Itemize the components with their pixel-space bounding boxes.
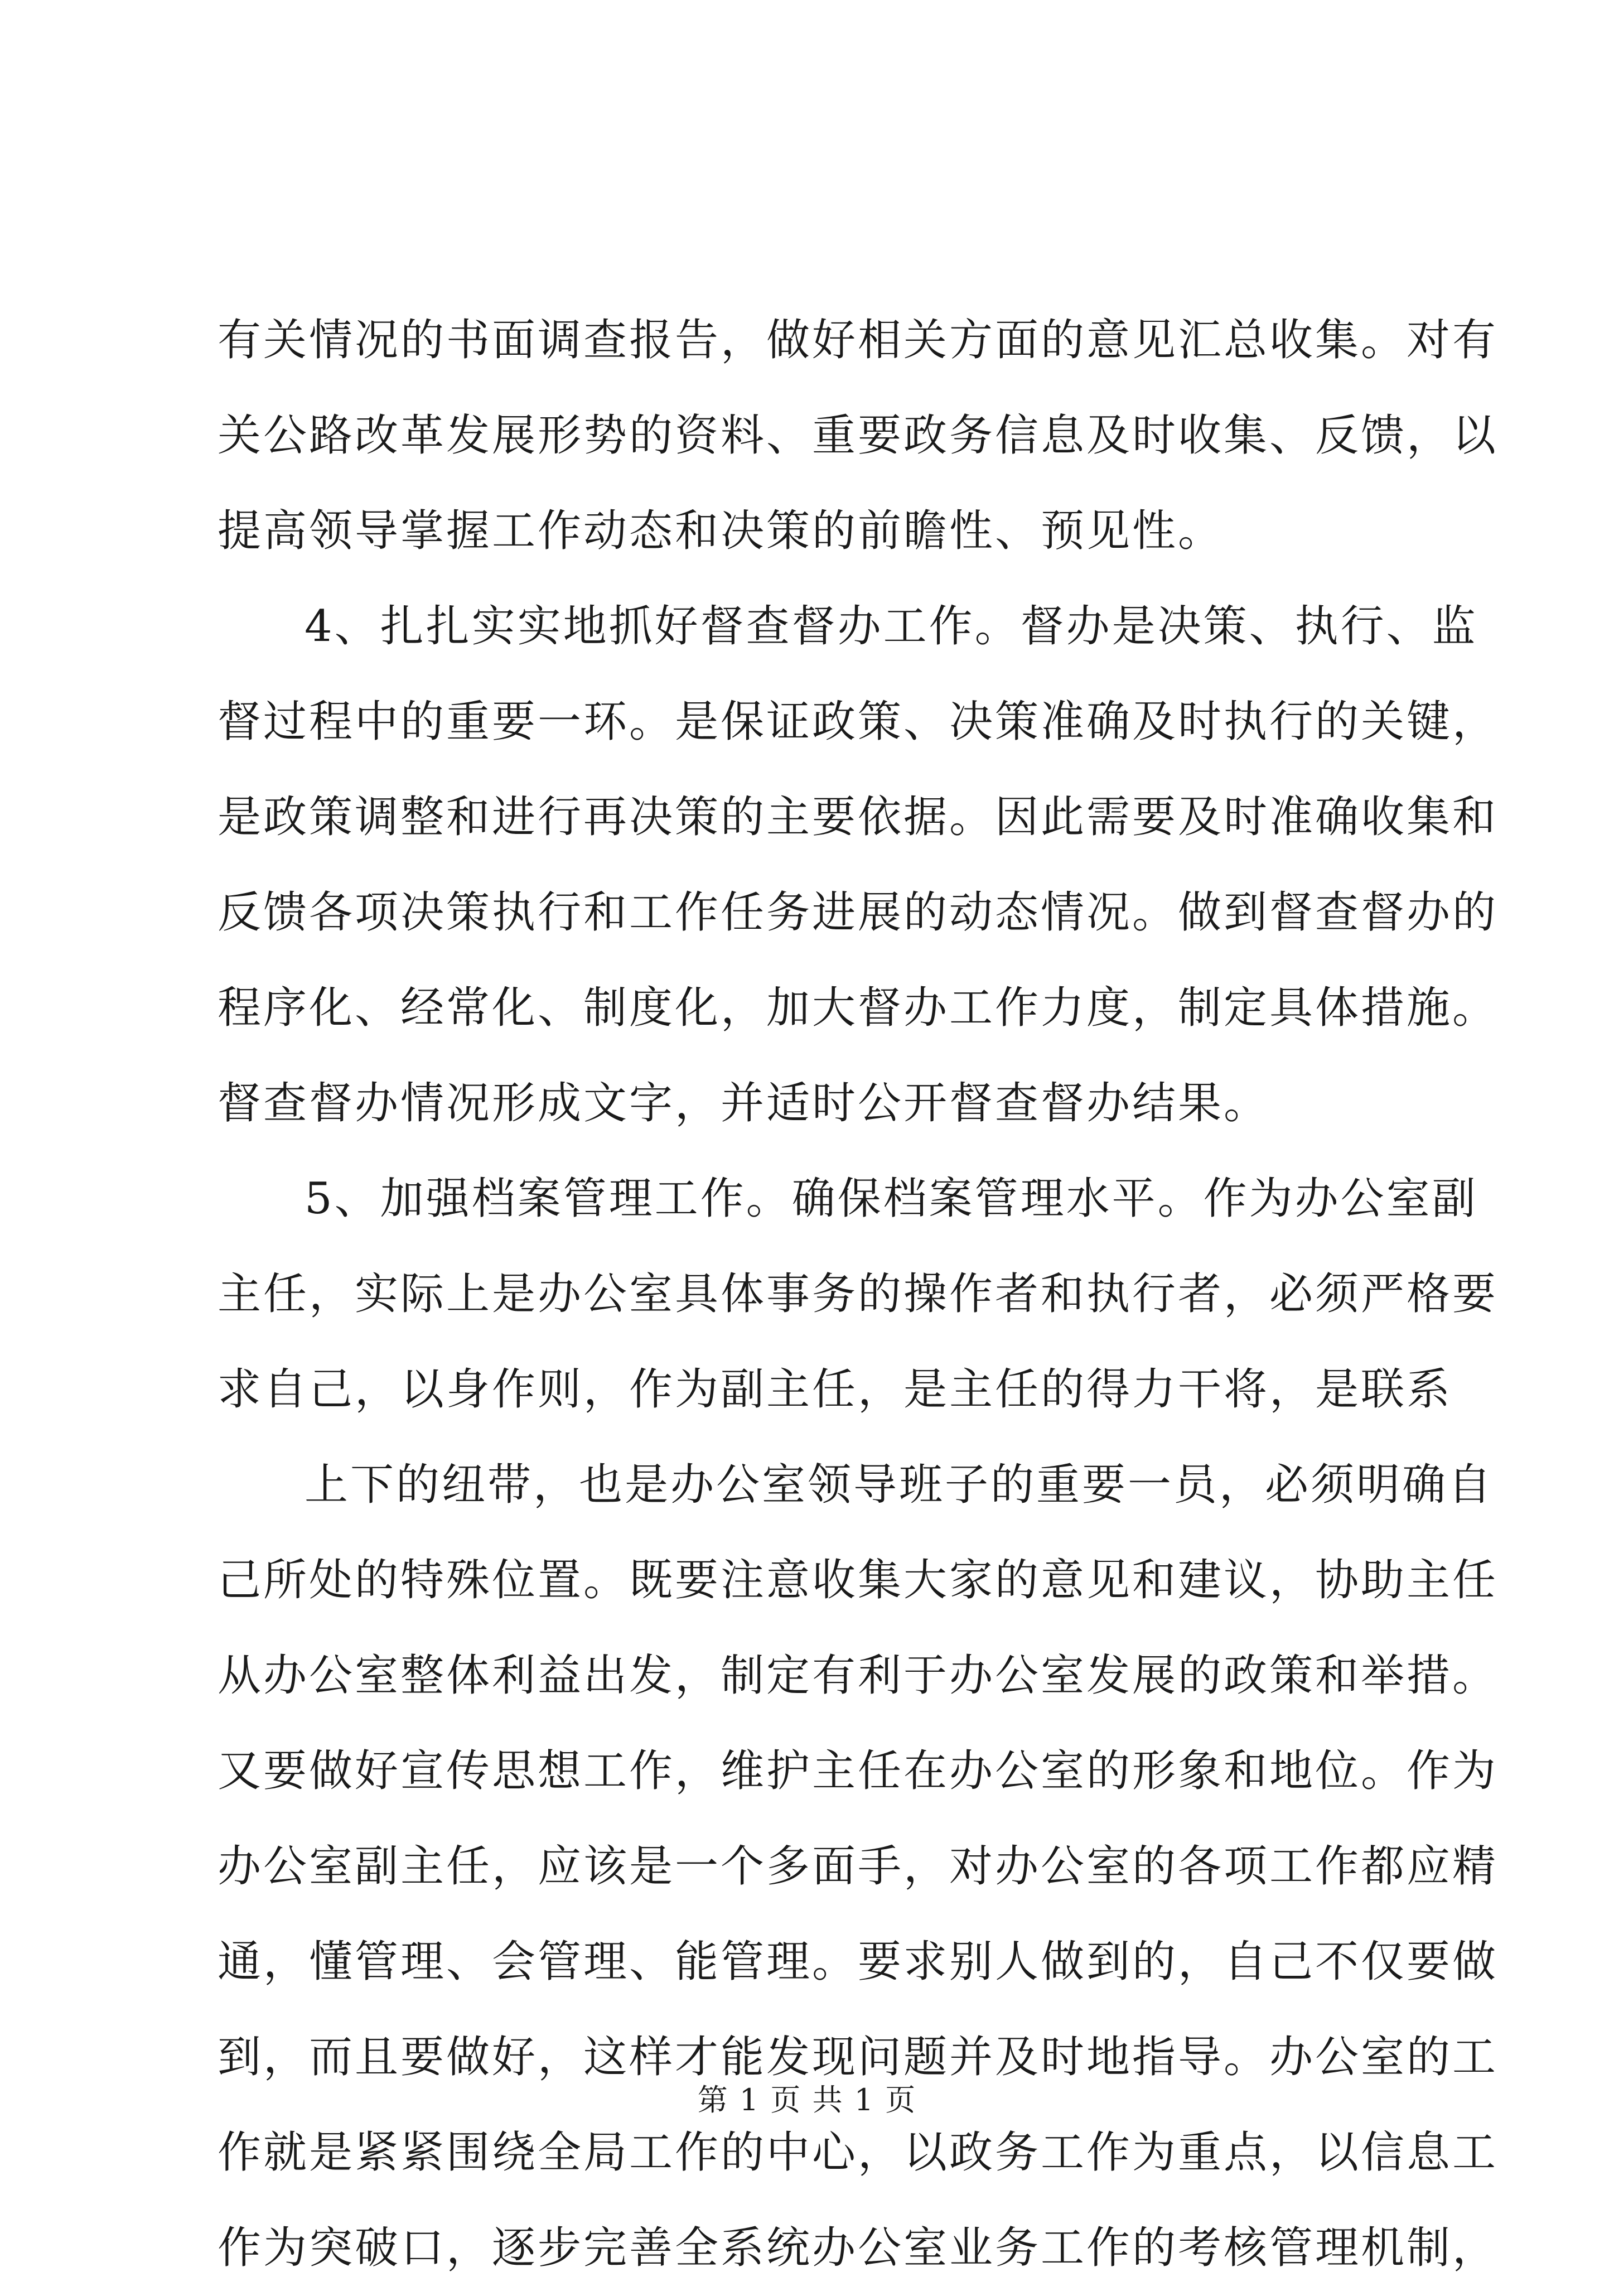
text-line: 督过程中的重要一环。是保证政策、决策准确及时执行的关键， (218, 697, 1499, 747)
text-line: 办公室副主任，应该是一个多面手，对办公室的各项工作都应精 (218, 1841, 1499, 1892)
text-line: 到，而且要做好，这样才能发现问题并及时地指导。办公室的工 (218, 2032, 1499, 2082)
text-line: 关公路改革发展形势的资料、重要政务信息及时收集、反馈，以 (218, 411, 1499, 461)
text-line: 作为突破口，逐步完善全系统办公室业务工作的考核管理机制， (218, 2223, 1499, 2273)
text-line: 己所处的特殊位置。既要注意收集大家的意见和建议，协助主任 (218, 1555, 1499, 1605)
paragraph-start-line: 4、扎扎实实地抓好督查督办工作。督办是决策、执行、监 (305, 601, 1478, 652)
text-line: 通，懂管理、会管理、能管理。要求别人做到的，自己不仅要做 (218, 1937, 1499, 1987)
paragraph-start-line: 上下的纽带，也是办公室领导班子的重要一员，必须明确自 (305, 1460, 1494, 1510)
text-line: 主任，实际上是办公室具体事务的操作者和执行者，必须严格要 (218, 1269, 1499, 1319)
text-line: 又要做好宣传思想工作，维护主任在办公室的形象和地位。作为 (218, 1746, 1499, 1796)
text-line: 程序化、经常化、制度化，加大督办工作力度，制定具体措施。 (218, 983, 1499, 1033)
paragraph-start-line: 5、加强档案管理工作。确保档案管理水平。作为办公室副 (305, 1174, 1478, 1224)
page-footer (0, 2081, 1614, 2120)
text-line: 提高领导掌握工作动态和决策的前瞻性、预见性。 (218, 506, 1224, 556)
text-line: 有关情况的书面调查报告，做好相关方面的意见汇总收集。对有 (218, 315, 1499, 365)
body-text (218, 293, 1499, 2296)
page-number-label: 第 1 页 共 1 页 (697, 2082, 917, 2117)
text-line: 求自己，以身作则，作为副主任，是主任的得力干将，是联系 (218, 1364, 1453, 1415)
text-line: 督查督办情况形成文字，并适时公开督查督办结果。 (218, 1078, 1270, 1128)
text-line: 从办公室整体利益出发，制定有利于办公室发展的政策和举措。 (218, 1651, 1499, 1701)
text-line: 反馈各项决策执行和工作任务进展的动态情况。做到督查督办的 (218, 887, 1499, 938)
text-line: 是政策调整和进行再决策的主要依据。因此需要及时准确收集和 (218, 792, 1499, 842)
text-line: 作就是紧紧围绕全局工作的中心，以政务工作为重点，以信息工 (218, 2128, 1499, 2178)
